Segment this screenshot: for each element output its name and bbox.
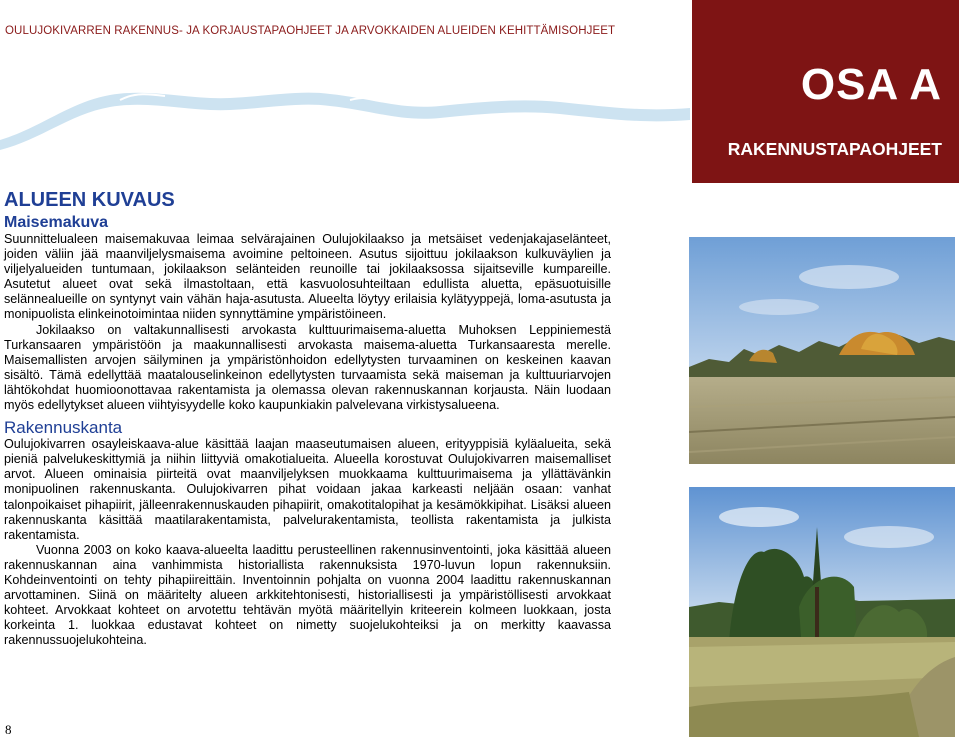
section-title: ALUEEN KUVAUS (4, 189, 175, 211)
paragraph: Suunnittelualeen maisemakuvaa leimaa selvärajainen Oulujokilaakso ja metsäiset vedenjakajaselänteet, joiden väliin jää maanviljelysmaisema avoimine peltoineen. Asutus sijoittuu jokilaakson kulkuväylien ja viljelyalueiden tuntumaan, jokilaakson selänteiden reunoille tai jokilaaksossa sijaitseville kumpareille. Asutetut alueet ovat sekä ilmastoltaan, että kasvuolosuhteiltaan edullista aluetta, epäsuotuisille selännealueille on syntynyt vain vähän haja-asutusta. Alueelta löytyy erilaisia kylätyyppejä, loma-asutusta ja monipuolista elinkeinotoimintaa niiden synnyttämine ympäristöineen. (4, 232, 611, 322)
running-header: OULUJOKIVARREN RAKENNUS- JA KORJAUSTAPAOHJEET JA ARVOKKAIDEN ALUEIDEN KEHITTÄMISOHJEET (5, 25, 616, 37)
part-subtitle: RAKENNUSTAPAOHJEET (727, 139, 942, 159)
subheading-rakennuskanta: Rakennuskanta (4, 418, 123, 438)
rural-road-trees-photo (689, 487, 955, 737)
autumn-field-photo (689, 237, 955, 464)
paragraph: Vuonna 2003 on koko kaava-alueelta laadittu perusteellinen rakennusinventointi, joka käsittää alueen rakennuskannan aina vanhimmista historiallista rakennuksista 1970-luvun lopun rakennuksiin. Kohdeinventointi on tehty pihapiireittäin. Inventoinnin pohjalta on vuonna 2004 laadittu rakennuskannan arvottaminen. Siinä on määritelty alueen arkkitehtonisesti, historiallisesti ja ympäristöllisesti arvokkaat kohteet. Arvokkaat kohteet on arvotettu tehtävän myötä määritellyin kriteerein kolmeen luokkaan, josta korkeinta 1. luokkaa edustavat kohteet on nimetty suojelukohteiksi ja on merkitty kaavassa rakennussuojelukohteina. (4, 542, 611, 648)
paragraph: Jokilaakso on valtakunnallisesti arvokasta kulttuurimaisema-aluetta Muhoksen Leppiniemestä Turkansaaren ympäristöön ja maakunnallisesti arvokasta maisema-aluetta Turkansaaresta merelle. Maisemallisten arvojen säilyminen ja ympäristönhoidon edellytysten turvaaminen on keskeinen kaavan sisältö. Tämä edellyttää maatalouselinkeinon edellytysten turvaamista sekä maiseman ja kulttuuriarvojen lähtökohdat huomioonottavaa rakentamista ja olemassa olevan rakennuskannan korjausta. Näin luodaan myös edellytykset alueen viihtyisyydelle koko kaupunkiakin palvelevana virkistysalueena. (4, 322, 611, 413)
part-header-panel (692, 0, 959, 183)
page-number: 8 (5, 722, 12, 737)
main-content (4, 188, 611, 648)
paragraph: Oulujokivarren osayleiskaava-alue käsittää laajan maaseutumaisen alueen, erityyppisiä kyläalueita, sekä pieniä palvelukeskittymiä ja niihin liittyviä omakotialueita. Alueella korostuvat Oulujokivarren maisemalliset arvot. Alueen ominaisia piirteitä ovat maanviljelyksen muokkaama kulttuurimaisema ja yllättävänkin monipuolinen rakennuskanta. Oulujokivarren pihat voidaan jakaa karkeasti neljään osaan: vanhat talonpoikaiset pihapiirit, jälleenrakennuskauden pihapiirit, omakotitalopihat ja kesämökkipihat. Lisäksi alueen rakennuskanta käsittää maatilarakentamista, palvelurakentamista, teollista rakentamista ja julkista rakentamista. (4, 437, 611, 542)
subheading-maisemakuva: Maisemakuva (4, 214, 109, 231)
river-graphic (0, 40, 690, 150)
part-title: OSA A (800, 60, 942, 109)
